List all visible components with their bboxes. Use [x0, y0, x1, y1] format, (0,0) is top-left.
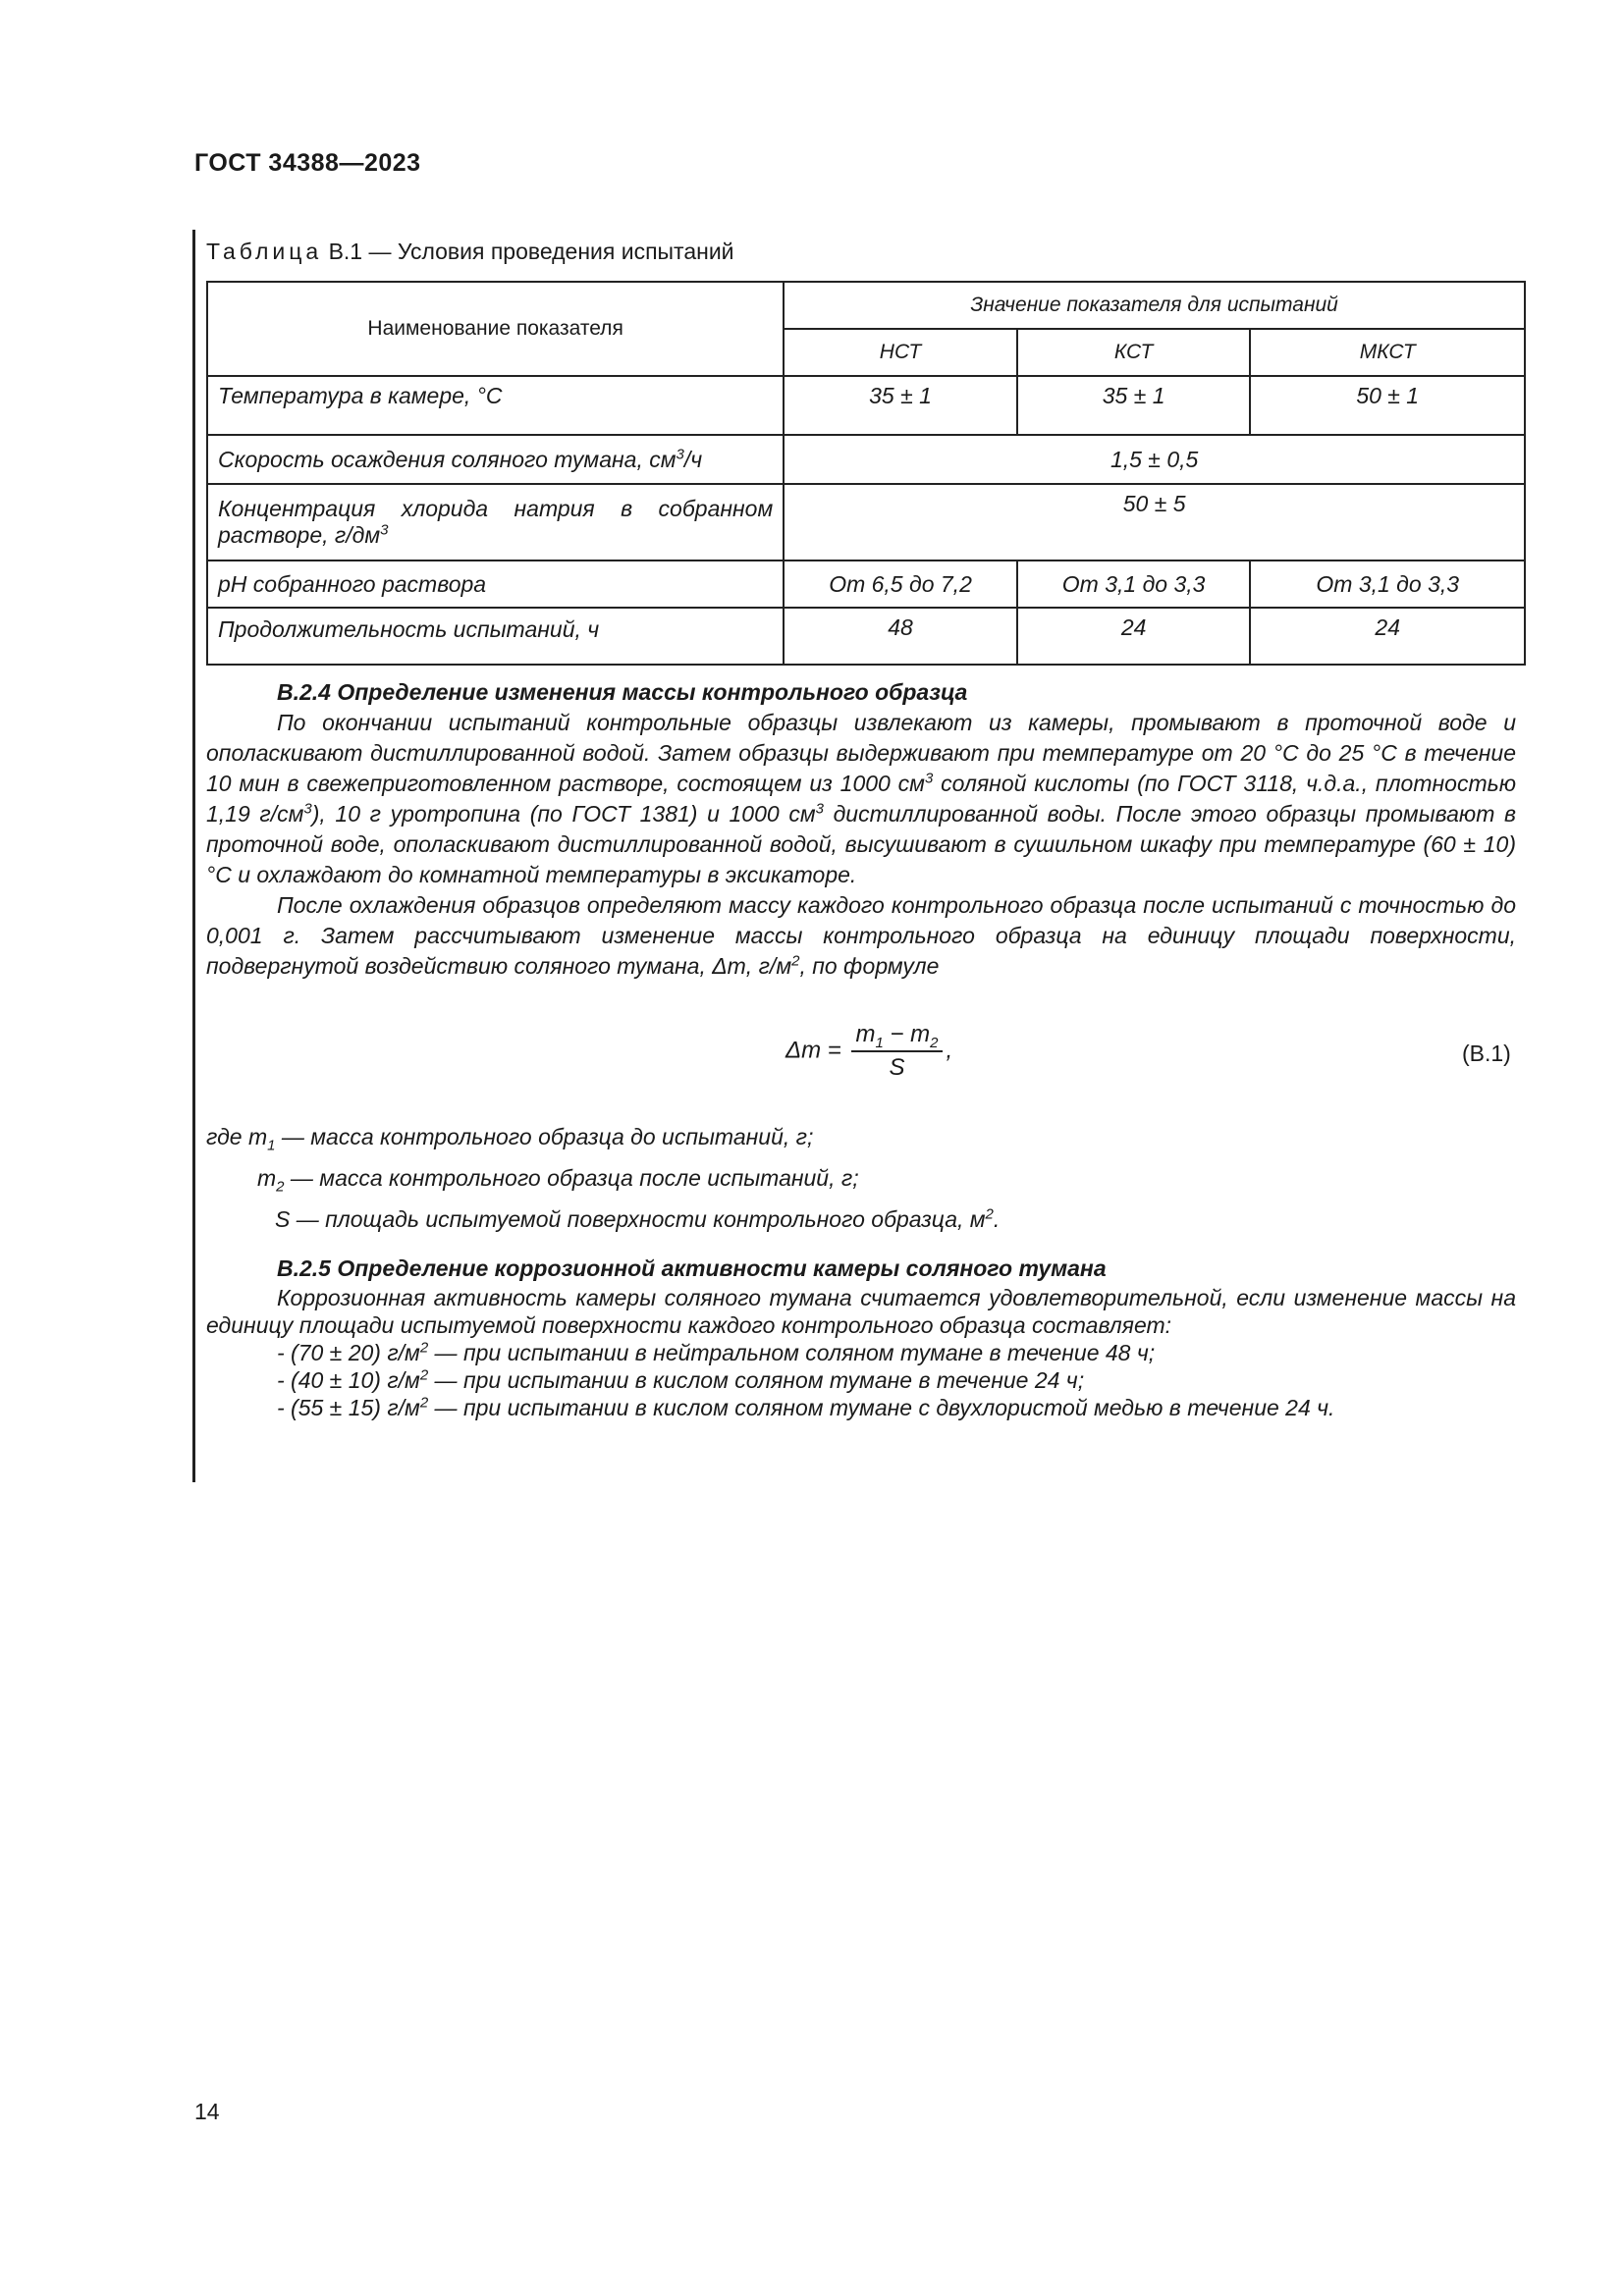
- paragraph-text: После охлаждения образцов определяют массу каждого контрольного образца после испытаний с точностью до 0,001 г. Затем рассчитывают изменение массы контрольного образца на единицу площади поверхности, подвергнутой воздействию соляного тумана, Δm, г/м: [206, 892, 1516, 979]
- formula-numerator: [851, 1021, 942, 1052]
- cell-value: 48: [784, 608, 1017, 665]
- formula-number: (В.1): [1462, 1041, 1511, 1066]
- change-bar: [192, 230, 195, 1482]
- legend-symbol: где m: [206, 1124, 268, 1149]
- superscript: 2: [419, 1366, 429, 1384]
- legend-subscript: 2: [276, 1178, 285, 1196]
- table-caption-label: Таблица: [206, 239, 323, 264]
- header-values-group: Значение показателя для испытаний: [784, 282, 1525, 329]
- paragraph: Коррозионная активность камеры соляного тумана считается удовлетворительной, если изменение массы на единицу площади испытуемой поверхности каждого контрольного образца составляет:: [206, 1285, 1516, 1338]
- superscript: 3: [815, 800, 824, 818]
- legend-superscript: 2: [985, 1205, 994, 1223]
- legend-m2: [257, 1165, 859, 1196]
- paragraph-text: ), 10 г уротропина (по ГОСТ 1381) и 1000 см: [311, 801, 816, 827]
- bullet-list: [206, 1339, 1516, 1421]
- cell-value: 50 ± 5: [784, 484, 1525, 561]
- row-name-text: Концентрация хлорида натрия в собранном растворе, г/дм: [218, 496, 774, 548]
- section-b24: [206, 677, 1516, 982]
- row-name: pH собранного раствора: [207, 561, 784, 608]
- legend-text: — масса контрольного образца после испытаний, г;: [284, 1165, 859, 1191]
- formula-b1: [785, 1021, 952, 1082]
- header-col-kst: КСТ: [1017, 329, 1251, 376]
- row-name-text: Скорость осаждения соляного тумана, см: [218, 446, 677, 472]
- formula-fraction: [851, 1021, 942, 1082]
- paragraph-text: соляной кислоты (по ГОСТ 3118, ч.д.а., плотностью 1,19 г/см: [206, 771, 1517, 827]
- paragraph: [206, 708, 1516, 890]
- list-item-text: — при испытании в кислом соляном тумане с двухлористой медью в течение 24 ч.: [428, 1395, 1335, 1420]
- formula-var: m: [910, 1021, 931, 1047]
- legend-text: .: [993, 1206, 1001, 1232]
- list-item-text: - (70 ± 20) г/м: [277, 1340, 420, 1365]
- list-item-text: - (40 ± 10) г/м: [277, 1367, 420, 1393]
- row-name: Температура в камере, °С: [207, 376, 784, 435]
- section-title: В.2.5 Определение коррозионной активности камеры соляного тумана: [277, 1255, 1107, 1281]
- list-item-text: — при испытании в нейтральном соляном тумане в течение 48 ч;: [428, 1340, 1156, 1365]
- cell-value: 1,5 ± 0,5: [784, 435, 1525, 484]
- formula-subscript: 2: [930, 1034, 939, 1051]
- cell-value: 50 ± 1: [1250, 376, 1525, 435]
- superscript: 3: [303, 800, 312, 818]
- list-item-text: — при испытании в кислом соляном тумане в течение 24 ч;: [428, 1367, 1085, 1393]
- paragraph: [206, 890, 1516, 982]
- superscript: 3: [924, 770, 934, 787]
- row-name: [207, 484, 784, 561]
- table-row: [207, 376, 1525, 435]
- row-name-text: /ч: [683, 446, 703, 472]
- header-col-mkst: МКСТ: [1250, 329, 1525, 376]
- page-number: 14: [194, 2099, 220, 2124]
- cell-value: От 6,5 до 7,2: [784, 561, 1017, 608]
- formula-lhs: Δm =: [785, 1037, 841, 1064]
- table-row: [207, 561, 1525, 608]
- formula-tail: ,: [946, 1037, 953, 1064]
- cell-value: 24: [1017, 608, 1251, 665]
- list-item: [277, 1339, 1516, 1366]
- cell-value: От 3,1 до 3,3: [1250, 561, 1525, 608]
- table-caption: [206, 239, 734, 265]
- superscript: 2: [791, 952, 800, 970]
- paragraph-text: , по формуле: [799, 953, 940, 979]
- cell-value: 24: [1250, 608, 1525, 665]
- table-row: [207, 484, 1525, 561]
- cell-value: 35 ± 1: [1017, 376, 1251, 435]
- formula-denominator: S: [889, 1054, 905, 1081]
- legend-text: S — площадь испытуемой поверхности контрольного образца, м: [275, 1206, 986, 1232]
- formula-operator: −: [883, 1021, 911, 1047]
- legend-text: — масса контрольного образца до испытаний, г;: [275, 1124, 814, 1149]
- formula-var: m: [855, 1021, 876, 1047]
- header-col-nst: НСТ: [784, 329, 1017, 376]
- list-item: [277, 1366, 1516, 1394]
- table-caption-title: В.1 — Условия проведения испытаний: [328, 239, 734, 264]
- legend-m1: [206, 1124, 814, 1154]
- test-conditions-table: [206, 281, 1526, 666]
- list-item: [277, 1394, 1516, 1421]
- superscript: 2: [419, 1339, 429, 1357]
- superscript: 2: [419, 1394, 429, 1412]
- list-item-text: - (55 ± 15) г/м: [277, 1395, 420, 1420]
- row-name: Продолжительность испытаний, ч: [207, 608, 784, 665]
- row-name-sup: 3: [676, 445, 684, 462]
- table-row: [207, 435, 1525, 484]
- paragraph-text: По окончании испытаний контрольные образцы извлекают из камеры, промывают в проточной воде и ополаскивают дистиллированной водой. Затем образцы выдерживают при температуре от 20 °С до 25 °С в течение 10 мин в свежеприготовленном растворе, состоящем из 1000 см: [206, 710, 1516, 796]
- header-parameter-name: Наименование показателя: [207, 282, 784, 376]
- legend-subscript: 1: [267, 1137, 276, 1154]
- formula-subscript: 1: [875, 1034, 884, 1051]
- legend-symbol: m: [257, 1165, 277, 1191]
- row-name-sup: 3: [380, 521, 389, 539]
- row-name: [207, 435, 784, 484]
- cell-value: От 3,1 до 3,3: [1017, 561, 1251, 608]
- legend-s: [275, 1206, 1000, 1233]
- table-row: [207, 608, 1525, 665]
- section-b25: [206, 1254, 1516, 1421]
- section-title: В.2.4 Определение изменения массы контрольного образца: [277, 679, 968, 705]
- document-code: ГОСТ 34388—2023: [194, 149, 421, 177]
- cell-value: 35 ± 1: [784, 376, 1017, 435]
- paragraph-text: дистиллированной воды. После этого образцы промывают в проточной воде, ополаскивают дистиллированной водой, высушивают в сушильном шкафу при температуре (60 ± 10) °С и охлаждают до комнатной температуры в эксикаторе.: [206, 801, 1517, 887]
